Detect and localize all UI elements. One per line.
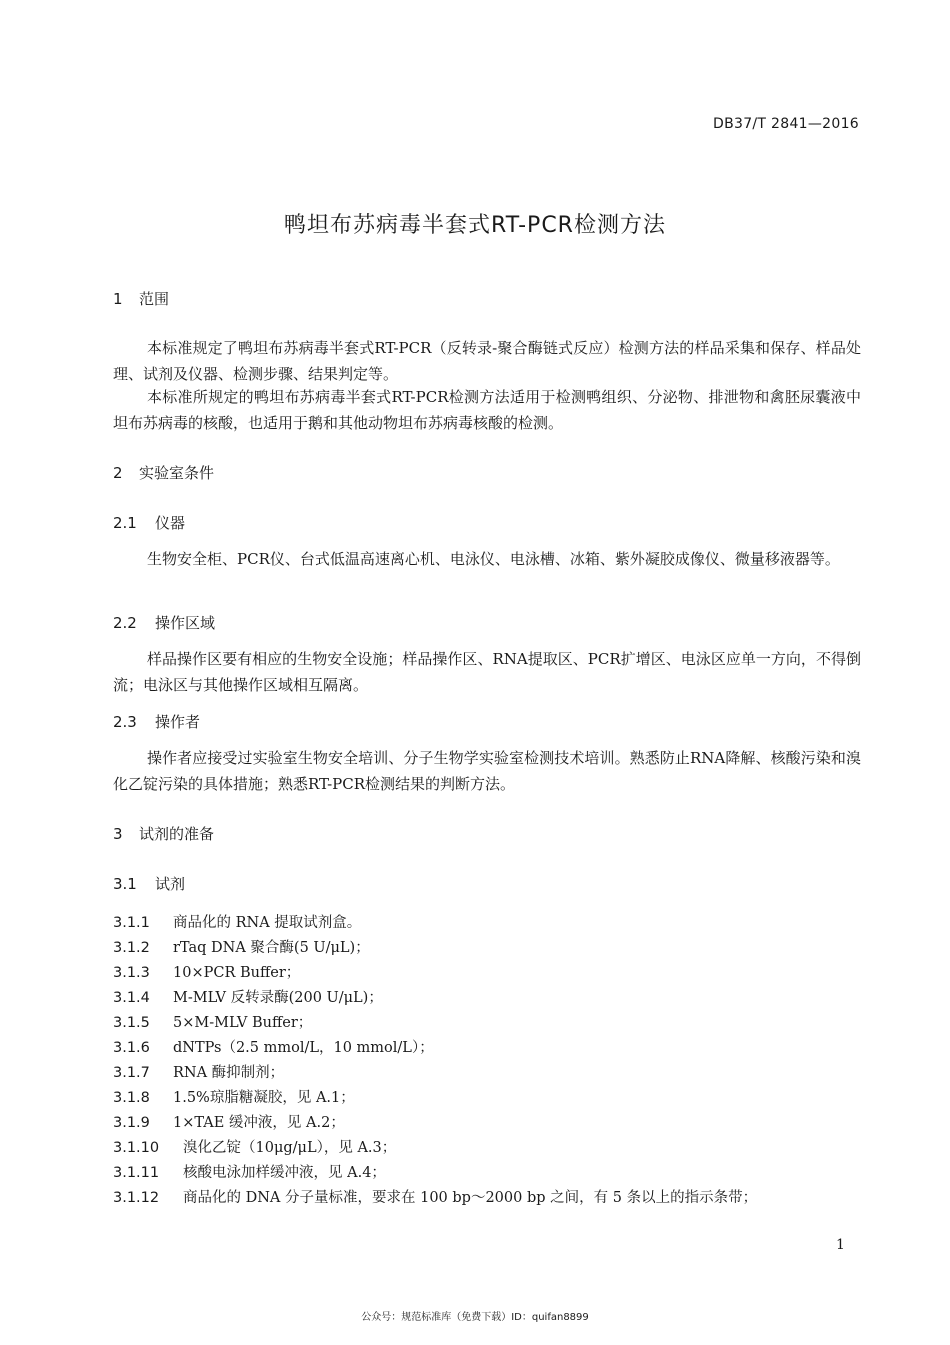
reagent-item [113,1086,355,1107]
reagent-item [113,1111,345,1132]
item-text: 1.5%琼脂糖凝胶，见 A.1； [173,1090,355,1106]
section-title: 试剂的准备 [139,825,215,843]
item-number: 3.1.7 [113,1065,150,1081]
item-text: 5×M-MLV Buffer； [173,1015,313,1031]
reagent-item [113,1186,757,1207]
subsection-title: 试剂 [155,875,186,893]
item-number: 3.1.10 [113,1140,160,1156]
section-3-1-heading [113,873,185,894]
section-1-heading [113,288,169,309]
section-2-heading [113,462,214,483]
section-1-paragraph-2: 本标准所规定的鸭坦布苏病毒半套式RT-PCR检测方法适用于检测鸭组织、分泌物、排泄物和禽胚尿囊液中坦布苏病毒的核酸，也适用于鹅和其他动物坦布苏病毒核酸的检测。 [113,388,861,432]
footer-watermark-note: 公众号：规范标准库（免费下载）ID：quifan8899 [361,1312,589,1323]
section-1-paragraph-1: 本标准规定了鸭坦布苏病毒半套式RT-PCR（反转录-聚合酶链式反应）检测方法的样品采集和保存、样品处理、试剂及仪器、检测步骤、结果判定等。 [113,339,861,383]
item-number: 3.1.8 [113,1090,150,1106]
page-number: 1 [836,1237,845,1253]
reagent-item [113,911,361,932]
item-text: M-MLV 反转录酶(200 U/μL)； [173,990,383,1006]
document-title: 鸭坦布苏病毒半套式RT-PCR检测方法 [284,213,666,238]
section-3-heading [113,823,214,844]
reagent-item [113,1061,284,1082]
item-number: 3.1.6 [113,1040,150,1056]
item-text: 溴化乙锭（10μg/μL），见 A.3； [183,1140,397,1156]
subsection-title: 操作者 [155,713,201,731]
item-text: 商品化的 DNA 分子量标准，要求在 100 bp～2000 bp 之间，有 5 条以上的指示条带； [183,1190,758,1206]
reagent-item [113,1036,434,1057]
reagent-item [113,1161,386,1182]
item-number: 3.1.9 [113,1115,150,1131]
item-number: 3.1.1 [113,915,150,931]
reagent-item [113,1011,312,1032]
section-2-2-paragraph: 样品操作区要有相应的生物安全设施；样品操作区、RNA提取区、PCR扩增区、电泳区应单一方向，不得倒流；电泳区与其他操作区域相互隔离。 [113,650,861,694]
section-2-3-paragraph: 操作者应接受过实验室生物安全培训、分子生物学实验室检测技术培训。熟悉防止RNA降解、核酸污染和溴化乙锭污染的具体措施；熟悉RT-PCR检测结果的判断方法。 [113,749,861,793]
section-2-2-heading [113,612,215,633]
item-text: 1×TAE 缓冲液，见 A.2； [173,1115,345,1131]
reagent-item [113,961,300,982]
reagent-item [113,986,383,1007]
subsection-number: 2.1 [113,514,137,532]
item-number: 3.1.5 [113,1015,150,1031]
section-2-1-heading [113,512,185,533]
reagent-item [113,936,370,957]
subsection-title: 仪器 [155,514,186,532]
subsection-title: 操作区域 [155,614,216,632]
section-title: 范围 [139,290,170,308]
item-text: dNTPs（2.5 mmol/L，10 mmol/L）； [173,1040,434,1056]
item-number: 3.1.2 [113,940,150,956]
section-2-3-heading [113,711,200,732]
item-text: 核酸电泳加样缓冲液，见 A.4； [183,1165,386,1181]
section-number: 2 [113,464,123,482]
item-number: 3.1.4 [113,990,150,1006]
subsection-number: 2.2 [113,614,137,632]
section-2-1-paragraph: 生物安全柜、PCR仪、台式低温高速离心机、电泳仪、电泳槽、冰箱、紫外凝胶成像仪、微量移液器等。 [147,550,840,568]
subsection-number: 3.1 [113,875,137,893]
subsection-number: 2.3 [113,713,137,731]
standard-code: DB37/T 2841—2016 [713,116,859,132]
item-number: 3.1.3 [113,965,150,981]
section-number: 1 [113,290,123,308]
section-number: 3 [113,825,123,843]
reagent-item [113,1136,396,1157]
item-text: RNA 酶抑制剂； [173,1065,285,1081]
item-text: 商品化的 RNA 提取试剂盒。 [173,915,362,931]
item-text: rTaq DNA 聚合酶(5 U/μL)； [173,940,370,956]
item-text: 10×PCR Buffer； [173,965,301,981]
item-number: 3.1.12 [113,1190,160,1206]
item-number: 3.1.11 [113,1165,160,1181]
section-title: 实验室条件 [139,464,215,482]
